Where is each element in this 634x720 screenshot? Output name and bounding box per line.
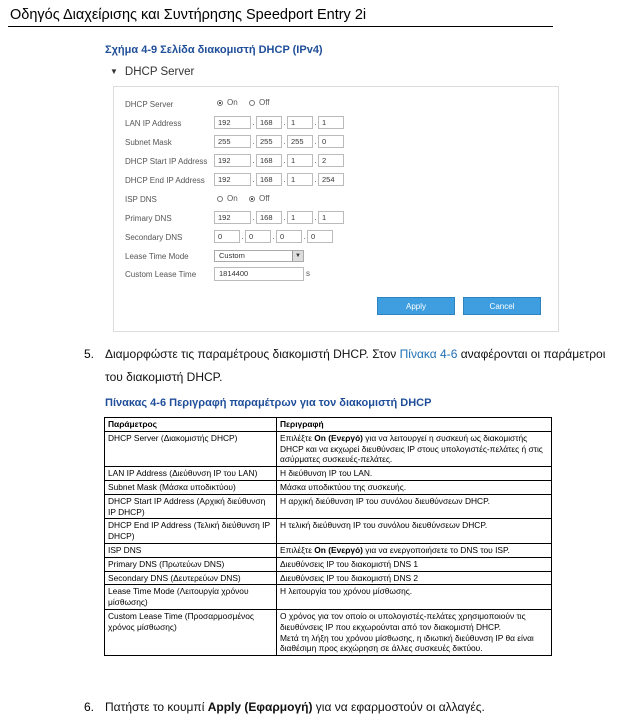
radio-label: On (227, 98, 238, 107)
octet-separator: . (283, 213, 286, 222)
param-cell: Secondary DNS (Δευτερεύων DNS) (105, 571, 277, 585)
secondary-dns-label: Secondary DNS (125, 233, 183, 242)
table-row (105, 519, 552, 544)
desc-text: Ο χρόνος για τον οποίο οι υπολογιστές-πελάτες χρησιμοποιούν τις διευθύνσεις IP που εκχωρούνται από τον διακομιστή DHCP. (280, 610, 526, 632)
apply-button[interactable]: Apply (377, 297, 455, 315)
table-header-row (105, 418, 552, 432)
step6-text-part: Πατήστε το κουμπί (105, 700, 208, 714)
radio-selected-icon (249, 196, 255, 202)
table-row (105, 557, 552, 571)
step6-text (105, 700, 485, 714)
primary-dns-input (214, 211, 344, 224)
octet-separator: . (283, 137, 286, 146)
desc-text: για να λειτουργεί η συσκευή ως διακομιστής DHCP και να εκχωρεί διευθύνσεις IP στους υπολογιστές-πελάτες ή στις ασύρματες συσκευές-πελάτες. (280, 432, 543, 465)
step5-text: Διαμορφώστε τις παραμέτρους διακομιστή DHCP. Στον (105, 347, 400, 361)
param-cell: Lease Time Mode (Λειτουργία χρόνου μίσθωσης) (105, 585, 277, 610)
dhcp-start-ip-label: DHCP Start IP Address (125, 157, 208, 166)
table-row (105, 571, 552, 585)
section-title-text: DHCP Server (124, 66, 195, 78)
step6-bold-part: Apply (Εφαρμογή) (207, 700, 313, 714)
table-row (105, 609, 552, 655)
octet-separator: . (241, 232, 244, 241)
table-row (105, 543, 552, 557)
table-caption: Πίνακας 4-6 Περιγραφή παραμέτρων για τον διακομιστή DHCP (105, 397, 432, 409)
desc-cell: Η τελική διεύθυνση IP του συνόλου διευθύνσεων DHCP. (277, 519, 552, 544)
octet-separator: . (314, 137, 317, 146)
ip-octet-field[interactable]: 0 (307, 230, 333, 243)
column-header: Παράμετρος (105, 418, 277, 432)
header-divider (8, 26, 553, 27)
ip-octet-field[interactable]: 168 (256, 173, 282, 186)
ip-octet-field[interactable]: 255 (256, 135, 282, 148)
ip-octet-field[interactable]: 192 (214, 154, 251, 167)
subnet-mask-label: Subnet Mask (125, 138, 172, 147)
radio-selected-icon (217, 100, 223, 106)
secondary-dns-input (214, 230, 333, 243)
ip-octet-field[interactable]: 0 (318, 135, 344, 148)
octet-separator: . (314, 175, 317, 184)
table-row (105, 494, 552, 519)
isp-dns-on-radio[interactable] (217, 194, 238, 203)
ip-octet-field[interactable]: 254 (318, 173, 344, 186)
radio-unselected-icon (217, 196, 223, 202)
octet-separator: . (303, 232, 306, 241)
desc-text: Επιλέξτε (280, 432, 315, 443)
ip-octet-field[interactable]: 0 (214, 230, 240, 243)
desc-text: Μετά τη λήξη του χρόνου μίσθωσης, η ιδιωτική διεύθυνση IP θα είναι διαθέσιμη προς εκχώρηση σε άλλες συσκευές δικτύου. (280, 632, 534, 654)
isp-dns-label: ISP DNS (125, 195, 157, 204)
desc-cell (277, 543, 552, 557)
desc-bold: On (Ενεργό) (314, 432, 363, 443)
ip-octet-field[interactable]: 192 (214, 211, 251, 224)
octet-separator: . (314, 156, 317, 165)
param-cell: DHCP Start IP Address (Αρχική διεύθυνση IP DHCP) (105, 494, 277, 519)
isp-dns-off-radio[interactable] (249, 194, 270, 203)
document-header-title: Οδηγός Διαχείρισης και Συντήρησης Speedport Entry 2i (10, 7, 367, 23)
octet-separator: . (283, 156, 286, 165)
ip-octet-field[interactable]: 255 (287, 135, 313, 148)
ip-octet-field[interactable]: 2 (318, 154, 344, 167)
table-reference-link[interactable]: Πίνακα 4-6 (399, 347, 458, 361)
param-cell: Subnet Mask (Μάσκα υποδικτύου) (105, 480, 277, 494)
ip-octet-field[interactable]: 1 (287, 211, 313, 224)
radio-label: Off (259, 98, 270, 107)
param-cell: LAN IP Address (Διεύθυνση IP του LAN) (105, 467, 277, 481)
desc-cell: Διευθύνσεις IP του διακομιστή DNS 2 (277, 571, 552, 585)
parameters-table (104, 417, 552, 656)
radio-label: On (227, 194, 238, 203)
lease-time-unit: s (306, 269, 310, 278)
select-value: Custom (219, 251, 245, 260)
lan-ip-input (214, 116, 344, 129)
octet-separator: . (252, 175, 255, 184)
step5-line1 (105, 347, 605, 361)
desc-text: Επιλέξτε (280, 544, 315, 555)
ip-octet-field[interactable]: 192 (214, 173, 251, 186)
octet-separator: . (252, 156, 255, 165)
ip-octet-field[interactable]: 192 (214, 116, 251, 129)
step6-text-part: για να εφαρμοστούν οι αλλαγές. (312, 700, 485, 714)
ip-octet-field[interactable]: 1 (318, 211, 344, 224)
table-row (105, 480, 552, 494)
desc-cell (277, 609, 552, 655)
octet-separator: . (252, 137, 255, 146)
octet-separator: . (252, 213, 255, 222)
ip-octet-field[interactable]: 255 (214, 135, 251, 148)
custom-lease-time-label: Custom Lease Time (125, 270, 197, 279)
ip-octet-field[interactable]: 168 (256, 116, 282, 129)
param-cell: ISP DNS (105, 543, 277, 557)
dhcp-server-on-radio[interactable] (217, 98, 238, 107)
ip-octet-field[interactable]: 1 (287, 116, 313, 129)
desc-cell: Η λειτουργία του χρόνου μίσθωσης. (277, 585, 552, 610)
desc-bold: On (Ενεργό) (314, 544, 363, 555)
desc-cell: Η διεύθυνση IP του LAN. (277, 467, 552, 481)
lease-time-mode-select[interactable] (214, 250, 304, 262)
cancel-button[interactable]: Cancel (463, 297, 541, 315)
radio-unselected-icon (249, 100, 255, 106)
param-cell: Primary DNS (Πρωτεύων DNS) (105, 557, 277, 571)
column-header: Περιγραφή (277, 418, 552, 432)
octet-separator: . (283, 175, 286, 184)
radio-label: Off (259, 194, 270, 203)
dhcp-end-ip-label: DHCP End IP Address (125, 176, 205, 185)
primary-dns-label: Primary DNS (125, 214, 172, 223)
lease-time-mode-label: Lease Time Mode (125, 252, 189, 261)
collapse-triangle-icon[interactable]: ▼ (110, 67, 118, 76)
desc-cell: Η αρχική διεύθυνση IP του συνόλου διευθύνσεων DHCP. (277, 494, 552, 519)
dhcp-server-section-title[interactable] (110, 66, 194, 78)
dhcp-server-label: DHCP Server (125, 100, 174, 109)
dhcp-start-ip-input (214, 154, 344, 167)
custom-lease-time-input[interactable]: 1814400 (214, 267, 304, 281)
subnet-mask-input (214, 135, 344, 148)
ip-octet-field[interactable]: 0 (245, 230, 271, 243)
table-row (105, 585, 552, 610)
ip-octet-field[interactable]: 1 (287, 173, 313, 186)
desc-cell (277, 431, 552, 466)
octet-separator: . (283, 118, 286, 127)
octet-separator: . (272, 232, 275, 241)
step5-text: αναφέρονται οι παράμετροι (457, 347, 606, 361)
dhcp-end-ip-input (214, 173, 344, 186)
step5-line2: του διακομιστή DHCP. (105, 370, 223, 384)
dhcp-server-off-radio[interactable] (249, 98, 270, 107)
param-cell: DHCP Server (Διακομιστής DHCP) (105, 431, 277, 466)
step-number: 5. (84, 347, 95, 361)
ip-octet-field[interactable]: 0 (276, 230, 302, 243)
step-number: 6. (84, 700, 95, 714)
ip-octet-field[interactable]: 168 (256, 211, 282, 224)
table-row (105, 431, 552, 466)
table-row (105, 467, 552, 481)
ip-octet-field[interactable]: 168 (256, 154, 282, 167)
param-cell: DHCP End IP Address (Τελική διεύθυνση IP DHCP) (105, 519, 277, 544)
ip-octet-field[interactable]: 1 (318, 116, 344, 129)
desc-text: για να ενεργοποιήσετε το DNS του ISP. (362, 544, 510, 555)
desc-cell: Διευθύνσεις IP του διακομιστή DNS 1 (277, 557, 552, 571)
dropdown-arrow-icon[interactable]: ▼ (292, 251, 303, 261)
figure-caption: Σχήμα 4-9 Σελίδα διακομιστή DHCP (IPv4) (105, 44, 323, 56)
desc-cell: Μάσκα υποδικτύου της συσκευής. (277, 480, 552, 494)
octet-separator: . (314, 118, 317, 127)
ip-octet-field[interactable]: 1 (287, 154, 313, 167)
lan-ip-label: LAN IP Address (125, 119, 182, 128)
octet-separator: . (252, 118, 255, 127)
param-cell: Custom Lease Time (Προσαρμοσμένος χρόνος μίσθωσης) (105, 609, 277, 655)
octet-separator: . (314, 213, 317, 222)
